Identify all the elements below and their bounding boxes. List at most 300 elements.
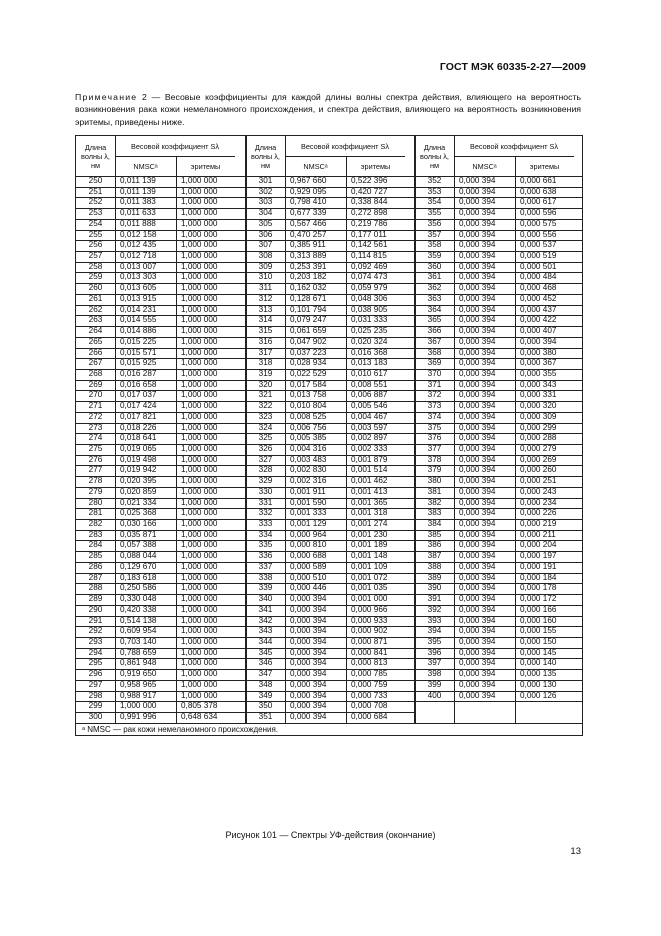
nmsc-value-cell: 0,000 394	[459, 604, 496, 614]
nmsc-value-cell: 0,000 394	[459, 508, 496, 518]
nmsc-value-cell: 0,253 391	[290, 261, 327, 271]
nmsc-value-cell: 0,000 394	[459, 497, 496, 507]
row-divider	[76, 583, 245, 584]
wavelength-cell: 394	[427, 626, 442, 636]
nmsc-value-cell: 0,000 394	[459, 669, 496, 679]
wavelength-cell: 353	[427, 186, 442, 196]
row-divider	[415, 272, 582, 273]
row-divider	[246, 605, 415, 606]
nmsc-value-cell: 0,101 794	[290, 304, 327, 314]
erythema-value-cell: 0,000 484	[520, 272, 557, 282]
nmsc-value-cell: 0,000 394	[290, 701, 327, 711]
erythema-value-cell: 0,001 879	[351, 454, 388, 464]
erythema-value-cell: 0,000 501	[520, 261, 557, 271]
row-divider	[246, 390, 415, 391]
wavelength-cell: 317	[258, 347, 273, 357]
row-divider	[415, 380, 582, 381]
wavelength-cell: 307	[258, 240, 273, 250]
row-divider	[415, 390, 582, 391]
header-divider	[285, 156, 405, 157]
erythema-value-cell: 1,000 000	[181, 379, 218, 389]
row-divider	[246, 616, 415, 617]
row-divider	[415, 412, 582, 413]
wavelength-cell: 253	[88, 208, 103, 218]
row-divider	[415, 498, 582, 499]
wavelength-cell: 267	[88, 358, 103, 368]
erythema-value-cell: 0,000 126	[520, 690, 557, 700]
nmsc-value-cell: 0,000 394	[459, 326, 496, 336]
nmsc-value-cell: 0,567 466	[290, 218, 327, 228]
wavelength-cell: 334	[258, 529, 273, 539]
row-divider	[246, 573, 415, 574]
nmsc-value-cell: 0,017 424	[120, 401, 157, 411]
erythema-value-cell: 1,000 000	[181, 176, 218, 185]
row-divider	[415, 283, 582, 284]
row-divider	[76, 294, 245, 295]
nmsc-value-cell: 0,183 618	[120, 572, 157, 582]
nmsc-value-cell: 0,000 394	[459, 615, 496, 625]
erythema-value-cell: 1,000 000	[181, 669, 218, 679]
wavelength-cell: 303	[258, 197, 273, 207]
wavelength-cell: 251	[88, 186, 103, 196]
row-divider	[415, 262, 582, 263]
nmsc-value-cell: 0,003 483	[290, 454, 327, 464]
header-divider	[115, 156, 235, 157]
erythema-value-cell: 1,000 000	[181, 551, 218, 561]
wavelength-cell: 285	[88, 551, 103, 561]
wavelength-cell: 276	[88, 454, 103, 464]
header-weight-coefficient: Весовой коэффициент Sλ	[469, 141, 559, 151]
erythema-value-cell: 0,001 318	[351, 508, 388, 518]
erythema-value-cell: 0,000 172	[520, 594, 557, 604]
nmsc-value-cell: 0,001 333	[290, 508, 327, 518]
nmsc-value-cell: 0,061 659	[290, 326, 327, 336]
row-divider	[76, 283, 245, 284]
erythema-value-cell: 0,001 365	[351, 497, 388, 507]
nmsc-value-cell: 0,017 821	[120, 411, 157, 421]
wavelength-cell: 378	[427, 454, 442, 464]
row-divider	[246, 669, 415, 670]
header-erythema: эритемы	[529, 161, 560, 171]
nmsc-value-cell: 0,609 954	[120, 626, 157, 636]
wavelength-cell: 356	[427, 218, 442, 228]
row-divider	[246, 294, 415, 295]
wavelength-cell: 352	[427, 176, 442, 185]
row-divider	[415, 401, 582, 402]
erythema-value-cell: 0,000 211	[520, 529, 556, 539]
wavelength-cell: 305	[258, 218, 273, 228]
erythema-value-cell: 1,000 000	[181, 411, 218, 421]
wavelength-cell: 281	[88, 508, 103, 518]
erythema-value-cell: 1,000 000	[181, 197, 218, 207]
wavelength-cell: 388	[427, 561, 442, 571]
erythema-value-cell: 1,000 000	[181, 390, 218, 400]
erythema-value-cell: 1,000 000	[181, 647, 218, 657]
nmsc-value-cell: 0,012 158	[120, 229, 157, 239]
wavelength-cell: 288	[88, 583, 103, 593]
nmsc-value-cell: 0,011 139	[120, 176, 156, 185]
row-divider	[76, 573, 245, 574]
erythema-value-cell: 0,000 269	[520, 454, 557, 464]
erythema-value-cell: 0,001 514	[351, 465, 388, 475]
nmsc-value-cell: 0,011 633	[120, 208, 156, 218]
row-divider	[246, 208, 415, 209]
erythema-value-cell: 0,219 786	[351, 218, 388, 228]
erythema-value-cell: 0,000 130	[520, 679, 557, 689]
row-divider	[415, 433, 582, 434]
nmsc-value-cell: 0,703 140	[120, 636, 157, 646]
nmsc-value-cell: 0,000 394	[459, 636, 496, 646]
erythema-value-cell: 0,074 473	[351, 272, 388, 282]
nmsc-value-cell: 0,000 394	[290, 647, 327, 657]
erythema-value-cell: 0,000 468	[520, 283, 557, 293]
erythema-value-cell: 0,000 638	[520, 186, 557, 196]
erythema-value-cell: 1,000 000	[181, 519, 218, 529]
erythema-value-cell: 0,020 324	[351, 336, 388, 346]
nmsc-value-cell: 0,008 525	[290, 411, 327, 421]
wavelength-cell: 371	[427, 379, 442, 389]
row-divider	[76, 712, 245, 713]
nmsc-value-cell: 0,000 394	[459, 647, 496, 657]
wavelength-cell: 259	[88, 272, 103, 282]
erythema-value-cell: 1,000 000	[181, 283, 218, 293]
document-header: ГОСТ МЭК 60335-2-27—2009	[439, 61, 586, 73]
wavelength-cell: 337	[258, 561, 273, 571]
erythema-value-cell: 0,000 331	[520, 390, 557, 400]
wavelength-cell: 373	[427, 401, 442, 411]
row-divider	[246, 358, 415, 359]
nmsc-value-cell: 0,000 394	[459, 251, 496, 261]
row-divider	[76, 401, 245, 402]
nmsc-value-cell: 1,000 000	[120, 701, 157, 711]
nmsc-value-cell: 0,929 095	[290, 186, 327, 196]
header-erythema: эритемы	[190, 161, 221, 171]
nmsc-value-cell: 0,000 394	[459, 411, 496, 421]
row-divider	[415, 605, 582, 606]
wavelength-cell: 330	[258, 486, 273, 496]
row-divider	[415, 455, 582, 456]
wavelength-cell: 274	[88, 433, 103, 443]
row-divider	[246, 348, 415, 349]
row-divider	[246, 487, 415, 488]
erythema-value-cell: 1,000 000	[181, 636, 218, 646]
row-divider	[76, 251, 245, 252]
erythema-value-cell: 0,805 378	[181, 701, 218, 711]
row-divider	[246, 540, 415, 541]
erythema-value-cell: 0,025 235	[351, 326, 388, 336]
erythema-value-cell: 0,000 160	[520, 615, 557, 625]
erythema-value-cell: 0,001 035	[351, 583, 388, 593]
erythema-value-cell: 0,059 979	[351, 283, 388, 293]
table-footnote: ᵃ NMSC — рак кожи немеланомного происхождения.	[82, 724, 279, 734]
wavelength-cell: 258	[88, 261, 103, 271]
nmsc-value-cell: 0,128 671	[290, 293, 327, 303]
nmsc-value-cell: 0,000 394	[459, 379, 496, 389]
wavelength-cell: 349	[258, 690, 273, 700]
nmsc-value-cell: 0,129 670	[120, 561, 157, 571]
wavelength-cell: 312	[258, 293, 273, 303]
erythema-value-cell: 0,005 546	[351, 401, 388, 411]
uv-spectra-table	[75, 135, 583, 736]
row-divider	[76, 551, 245, 552]
nmsc-value-cell: 0,470 257	[290, 229, 327, 239]
nmsc-value-cell: 0,028 934	[290, 358, 327, 368]
nmsc-value-cell: 0,012 718	[120, 251, 157, 261]
nmsc-value-cell: 0,000 394	[459, 594, 496, 604]
erythema-value-cell: 1,000 000	[181, 261, 218, 271]
erythema-value-cell: 0,338 844	[351, 197, 388, 207]
header-wavelength: Длина волны λ, нм	[420, 142, 449, 170]
erythema-value-cell: 1,000 000	[181, 626, 218, 636]
wavelength-cell: 396	[427, 647, 442, 657]
row-divider	[246, 219, 415, 220]
row-divider	[246, 230, 415, 231]
erythema-value-cell: 0,002 897	[351, 433, 388, 443]
nmsc-value-cell: 0,000 394	[459, 583, 496, 593]
wavelength-cell: 263	[88, 315, 103, 325]
nmsc-value-cell: 0,015 925	[120, 358, 157, 368]
row-divider	[76, 455, 245, 456]
wavelength-cell: 341	[258, 604, 273, 614]
note-text: 2 — Весовые коэффициенты для каждой длины волны спектра действия, влияющего на вероятность возникновения рака кожи немеланомного происхождения, и спектра действия, влияющего на вероятность возникновения эритемы, приведены ниже.	[75, 92, 581, 127]
erythema-value-cell: 0,001 109	[351, 561, 388, 571]
wavelength-cell: 260	[88, 283, 103, 293]
erythema-value-cell: 0,000 437	[520, 304, 557, 314]
erythema-value-cell: 0,000 617	[520, 197, 557, 207]
erythema-value-cell: 0,000 813	[351, 658, 388, 668]
wavelength-cell: 309	[258, 261, 273, 271]
erythema-value-cell: 1,000 000	[181, 454, 218, 464]
row-divider	[246, 433, 415, 434]
row-divider	[246, 315, 415, 316]
nmsc-value-cell: 0,000 394	[459, 272, 496, 282]
wavelength-cell: 375	[427, 422, 442, 432]
page-number: 13	[570, 846, 581, 857]
erythema-value-cell: 0,000 966	[351, 604, 388, 614]
erythema-value-cell: 0,001 148	[351, 551, 388, 561]
erythema-value-cell: 1,000 000	[181, 229, 218, 239]
row-divider	[415, 358, 582, 359]
wavelength-cell: 358	[427, 240, 442, 250]
wavelength-cell: 297	[88, 679, 103, 689]
erythema-value-cell: 0,001 072	[351, 572, 388, 582]
wavelength-cell: 332	[258, 508, 273, 518]
wavelength-cell: 347	[258, 669, 273, 679]
nmsc-value-cell: 0,014 555	[120, 315, 157, 325]
row-divider	[76, 669, 245, 670]
wavelength-cell: 344	[258, 636, 273, 646]
wavelength-cell: 316	[258, 336, 273, 346]
nmsc-value-cell: 0,000 394	[459, 486, 496, 496]
row-divider	[415, 208, 582, 209]
nmsc-value-cell: 0,001 129	[290, 519, 327, 529]
erythema-value-cell: 0,000 759	[351, 679, 388, 689]
wavelength-cell: 262	[88, 304, 103, 314]
row-divider	[415, 369, 582, 370]
nmsc-value-cell: 0,017 584	[290, 379, 327, 389]
nmsc-value-cell: 0,013 605	[120, 283, 157, 293]
row-divider	[76, 680, 245, 681]
wavelength-cell: 308	[258, 251, 273, 261]
row-divider	[76, 187, 245, 188]
row-divider	[76, 701, 245, 702]
nmsc-value-cell: 0,000 394	[459, 433, 496, 443]
wavelength-cell: 266	[88, 347, 103, 357]
nmsc-value-cell: 0,000 394	[459, 690, 496, 700]
wavelength-cell: 278	[88, 476, 103, 486]
nmsc-value-cell: 0,016 658	[120, 379, 157, 389]
erythema-value-cell: 0,001 000	[351, 594, 388, 604]
erythema-value-cell: 0,000 288	[520, 433, 557, 443]
nmsc-value-cell: 0,919 650	[120, 669, 157, 679]
erythema-value-cell: 1,000 000	[181, 615, 218, 625]
row-divider	[76, 337, 245, 338]
row-divider	[415, 551, 582, 552]
wavelength-cell: 377	[427, 444, 442, 453]
nmsc-value-cell: 0,000 394	[459, 529, 496, 539]
erythema-value-cell: 0,000 166	[520, 604, 557, 614]
row-divider	[76, 230, 245, 231]
erythema-value-cell: 0,000 355	[520, 368, 557, 378]
row-divider	[76, 648, 245, 649]
nmsc-value-cell: 0,000 394	[459, 261, 496, 271]
erythema-value-cell: 0,000 219	[520, 519, 557, 529]
erythema-value-cell: 0,001 462	[351, 476, 388, 486]
nmsc-value-cell: 0,013 758	[290, 390, 327, 400]
wavelength-cell: 360	[427, 261, 442, 271]
wavelength-cell: 328	[258, 465, 273, 475]
row-divider	[76, 380, 245, 381]
nmsc-value-cell: 0,000 394	[459, 283, 496, 293]
erythema-value-cell: 1,000 000	[181, 358, 218, 368]
header-erythema: эритемы	[360, 161, 391, 171]
nmsc-value-cell: 0,011 888	[120, 218, 156, 228]
nmsc-value-cell: 0,420 338	[120, 604, 157, 614]
wavelength-cell: 280	[88, 497, 103, 507]
erythema-value-cell: 0,000 422	[520, 315, 557, 325]
wavelength-cell: 255	[88, 229, 103, 239]
nmsc-value-cell: 0,000 510	[290, 572, 327, 582]
row-divider	[76, 637, 245, 638]
row-divider	[415, 305, 582, 306]
row-divider	[246, 498, 415, 499]
row-divider	[246, 594, 415, 595]
erythema-value-cell: 0,000 299	[520, 422, 557, 432]
wavelength-cell: 275	[88, 444, 103, 453]
row-divider	[415, 487, 582, 488]
nmsc-value-cell: 0,000 394	[290, 690, 327, 700]
erythema-value-cell: 0,000 902	[351, 626, 388, 636]
wavelength-cell: 362	[427, 283, 442, 293]
nmsc-value-cell: 0,015 225	[120, 336, 157, 346]
row-divider	[246, 508, 415, 509]
nmsc-value-cell: 0,088 044	[120, 551, 157, 561]
nmsc-value-cell: 0,015 571	[120, 347, 157, 357]
nmsc-value-cell: 0,021 334	[120, 497, 157, 507]
wavelength-cell: 314	[258, 315, 273, 325]
wavelength-cell: 374	[427, 411, 442, 421]
nmsc-value-cell: 0,022 529	[290, 368, 327, 378]
row-divider	[415, 583, 582, 584]
row-divider	[246, 272, 415, 273]
row-divider	[415, 465, 582, 466]
erythema-value-cell: 0,000 841	[351, 647, 388, 657]
erythema-value-cell: 1,000 000	[181, 422, 218, 432]
row-divider	[76, 423, 245, 424]
nmsc-value-cell: 0,019 065	[120, 444, 157, 453]
erythema-value-cell: 1,000 000	[181, 368, 218, 378]
erythema-value-cell: 0,000 140	[520, 658, 557, 668]
nmsc-value-cell: 0,000 394	[459, 444, 496, 453]
nmsc-value-cell: 0,000 394	[459, 176, 496, 185]
nmsc-value-cell: 0,016 287	[120, 368, 157, 378]
nmsc-value-cell: 0,000 394	[290, 679, 327, 689]
nmsc-value-cell: 0,000 394	[459, 390, 496, 400]
nmsc-value-cell: 0,677 339	[290, 208, 327, 218]
row-divider	[246, 369, 415, 370]
row-divider	[415, 197, 582, 198]
wavelength-cell: 277	[88, 465, 103, 475]
wavelength-cell: 343	[258, 626, 273, 636]
erythema-value-cell: 1,000 000	[181, 433, 218, 443]
row-divider	[246, 187, 415, 188]
erythema-value-cell: 0,000 260	[520, 465, 557, 475]
erythema-value-cell: 0,000 452	[520, 293, 557, 303]
wavelength-cell: 289	[88, 594, 103, 604]
wavelength-cell: 319	[258, 368, 273, 378]
wavelength-cell: 383	[427, 508, 442, 518]
wavelength-cell: 257	[88, 251, 103, 261]
row-divider	[76, 519, 245, 520]
erythema-value-cell: 0,272 898	[351, 208, 388, 218]
nmsc-value-cell: 0,005 385	[290, 433, 327, 443]
nmsc-value-cell: 0,991 996	[120, 712, 157, 721]
erythema-value-cell: 0,000 178	[520, 583, 557, 593]
row-divider	[76, 358, 245, 359]
wavelength-cell: 323	[258, 411, 273, 421]
nmsc-value-cell: 0,313 889	[290, 251, 327, 261]
erythema-value-cell: 1,000 000	[181, 690, 218, 700]
row-divider	[415, 423, 582, 424]
erythema-value-cell: 0,000 556	[520, 229, 557, 239]
row-divider	[246, 626, 415, 627]
erythema-value-cell: 1,000 000	[181, 529, 218, 539]
nmsc-value-cell: 0,000 394	[459, 358, 496, 368]
row-divider	[76, 348, 245, 349]
wavelength-cell: 326	[258, 444, 273, 453]
nmsc-value-cell: 0,010 804	[290, 401, 327, 411]
row-divider	[76, 691, 245, 692]
row-divider	[415, 476, 582, 477]
wavelength-cell: 336	[258, 551, 273, 561]
row-divider	[76, 616, 245, 617]
row-divider	[76, 433, 245, 434]
nmsc-value-cell: 0,000 394	[459, 476, 496, 486]
header-nmsc: NMSCᵃ	[472, 161, 497, 171]
row-divider	[246, 240, 415, 241]
row-divider	[246, 648, 415, 649]
row-divider	[415, 573, 582, 574]
wavelength-cell: 386	[427, 540, 442, 550]
wavelength-cell: 397	[427, 658, 442, 668]
wavelength-cell: 324	[258, 422, 273, 432]
nmsc-value-cell: 0,011 139	[120, 186, 156, 196]
nmsc-value-cell: 0,047 902	[290, 336, 327, 346]
erythema-value-cell: 1,000 000	[181, 444, 218, 453]
erythema-value-cell: 1,000 000	[181, 251, 218, 261]
wavelength-cell: 296	[88, 669, 103, 679]
nmsc-value-cell: 0,330 048	[120, 594, 157, 604]
